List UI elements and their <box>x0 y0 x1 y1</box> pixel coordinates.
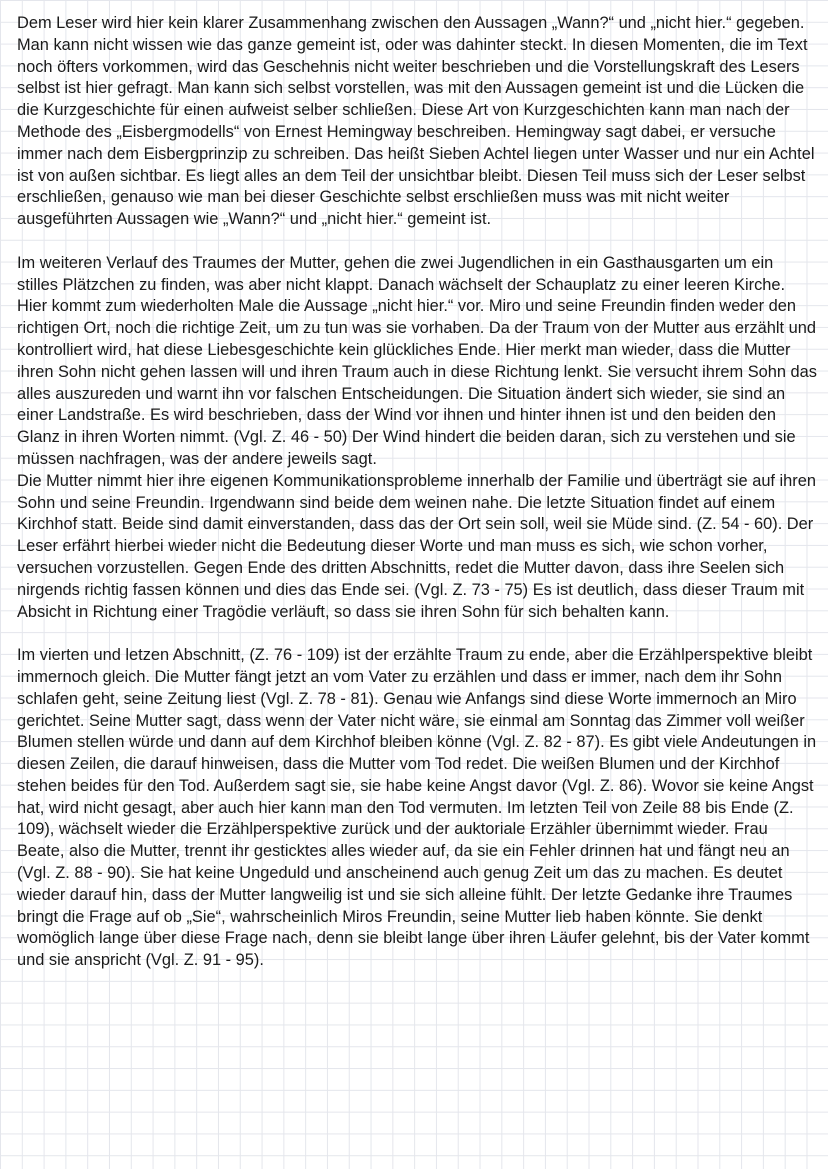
paragraph-eisbergmodell: Dem Leser wird hier kein klarer Zusammenhang zwischen den Aussagen „Wann?“ und „nicht hier.“ gegeben. Man kann nicht wissen wie das ganze gemeint ist, oder was dahinter steckt. In diesen Momenten, die im Text noch öfters vorkommen, wird das Geschehnis nicht weiter beschrieben und die Vorstellungskraft des Lesers selbst ist hier gefragt. Man kann sich selbst vorstellen, was mit den Aussagen gemeint ist und die Lücken die die Kurzgeschichte für einen aufweist selber schließen. Diese Art von Kurzgeschichten kann man nach der Methode des „Eisbergmodells“ von Ernest Hemingway beschreiben. Hemingway sagt dabei, er versuche immer nach dem Eisbergprinzip zu schreiben. Das heißt Sieben Achtel liegen unter Wasser und nur ein Achtel ist von außen sichtbar. Es liegt alles an dem Teil der unsichtbar bleibt. Diesen Teil muss sich der Leser selbst erschließen, genauso wie man bei dieser Geschichte selbst erschließen muss was mit nicht weiter ausgeführten Aussagen wie „Wann?“ und „nicht hier.“ gemeint ist. <box>17 14 815 229</box>
paragraph-vierter-abschnitt: Im vierten und letzen Abschnitt, (Z. 76 - 109) ist der erzählte Traum zu ende, aber die Erzählperspektive bleibt immernoch gleich. Die Mutter fängt jetzt an vom Vater zu erzählen und dass er immer, nach dem ihr Sohn schlafen geht, seine Zeitung liest (Vgl. Z. 78 - 81). Genau wie Anfangs sind diese Worte immernoch an Miro gerichtet. Seine Mutter sagt, dass wenn der Vater nicht wäre, sie einmal am Sonntag das Zimmer voll weißer Blumen stellen würde und dann auf dem Kirchhof bleiben könne (Vgl. Z. 82 - 87). Es gibt viele Andeutungen in diesen Zeilen, die darauf hinweisen, dass die Mutter vom Tod redet. Die weißen Blumen und der Kirchhof stehen beides für den Tod. Außerdem sagt sie, sie habe keine Angst davor (Vgl. Z. 86). Wovor sie keine Angst hat, wird nicht gesagt, aber auch hier kann man den Tod vermuten. Im letzten Teil von Zeile 88 bis Ende (Z. 109), wächselt wieder die Erzählperspektive zurück und der auktoriale Erzähler übernimmt wieder. Frau Beate, also die Mutter, trennt ihr gesticktes alles wieder auf, da sie ein Fehler drinnen hat und fängt neu an (Vgl. Z. 88 - 90). Sie hat keine Ungeduld und anscheinend auch genug Zeit um das zu machen. Es deutet wieder darauf hin, dass der Mutter langweilig ist und sie sich alleine fühlt. Der letzte Gedanke ihre Traumes bringt die Frage auf ob „Sie“, wahrscheinlich Miros Freundin, seine Mutter lieb haben könnte. Sie denkt womöglich lange über diese Frage nach, denn sie bleibt lange über ihren Läufer gelehnt, bis der Vater kommt und sie anspricht (Vgl. Z. 91 - 95). <box>17 646 817 970</box>
paragraph-kommunikation: Die Mutter nimmt hier ihre eigenen Kommunikationsprobleme innerhalb der Familie und überträgt sie auf ihren Sohn und seine Freundin. Irgendwann sind beide dem weinen nahe. Die letzte Situation findet auf einem Kirchhof statt. Beide sind damit einverstanden, dass das der Ort sein soll, weil sie Müde sind. (Z. 54 - 60). Der Leser erfährt hierbei wieder nicht die Bedeutung dieser Worte und man muss es sich, wie schon vorher, versuchen vorzustellen. Gegen Ende des dritten Abschnitts, redet die Mutter davon, dass ihre Seelen sich nirgends richtig fassen können und dies das Ende sei. (Vgl. Z. 73 - 75) Es ist deutlich, dass dieser Traum mit Absicht in Richtung einer Tragödie verläuft, so dass sie ihren Sohn für sich behalten kann. <box>17 471 816 621</box>
paragraph-spacer <box>17 231 818 253</box>
paragraph-spacer <box>17 623 818 645</box>
paragraph-traum-verlauf: Im weiteren Verlauf des Traumes der Mutter, gehen die zwei Jugendlichen in ein Gasthausgarten um ein stilles Plätzchen zu finden, was aber nicht klappt. Danach wächselt der Schauplatz zu einer leeren Kirche. Hier kommt zum wiederholten Male die Aussage „nicht hier.“ vor. Miro und seine Freundin finden weder den richtigen Ort, noch die richtige Zeit, um zu tun was sie vorhaben. Da der Traum von der Mutter aus erzählt und kontrolliert wird, hat diese Liebesgeschichte kein glückliches Ende. Hier merkt man wieder, dass die Mutter ihren Sohn nicht gehen lassen will und ihren Traum auch in diese Richtung lenkt. Sie versucht ihrem Sohn das alles auszureden und warnt ihn vor falschen Entscheidungen. Die Situation ändert sich wieder, sie sind an einer Landstraße. Es wird beschrieben, dass der Wind vor ihnen und hinter ihnen ist und den beiden den Glanz in ihren Worten nimmt. (Vgl. Z. 46 - 50) Der Wind hindert die beiden daran, sich zu verstehen und sie müssen nachfragen, was der andere jeweils sagt. <box>17 253 817 468</box>
